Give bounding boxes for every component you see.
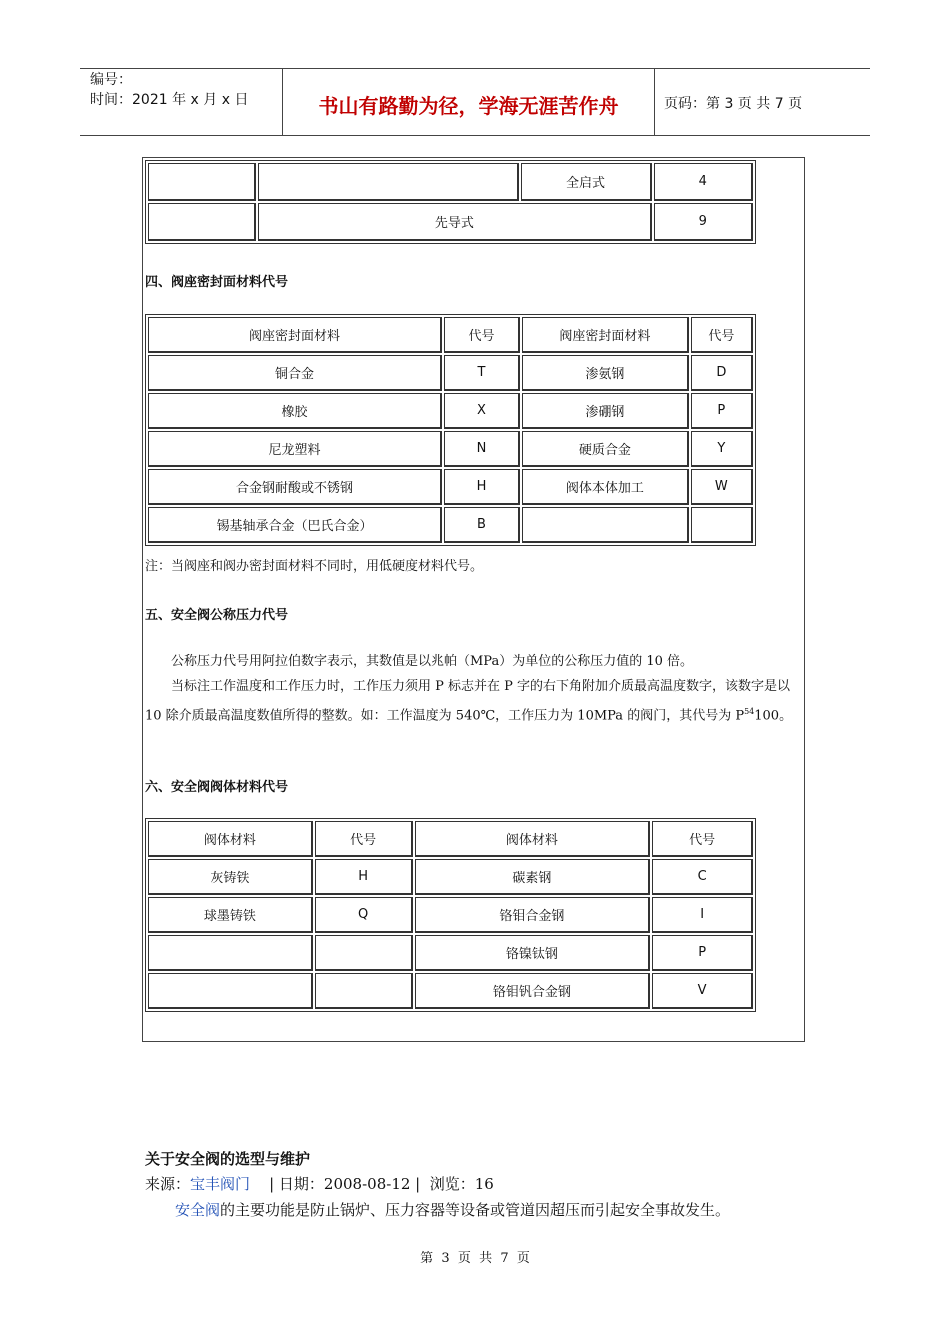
pressure-paragraph-2: 当标注工作温度和工作压力时，工作压力须用 P 标志并在 P 字的右下角附加介质最高温度数字，该数字是以 10 除介质最高温度数值所得的整数。如：工作温度为 540℃，工作压力为 10MPa 的阀门，其代号为 $P^{54}100$。 [145, 679, 793, 724]
header-divider [654, 68, 655, 135]
table-cell: P [691, 393, 753, 429]
time-label: 时间：2021 年 x 月 x 日 [90, 92, 249, 108]
table-row [148, 431, 753, 467]
table-cell [315, 973, 413, 1009]
table-header-row [148, 821, 753, 857]
column-header: 代号 [315, 821, 413, 857]
table-row [148, 897, 753, 933]
table-row [148, 355, 753, 391]
table-cell: 铬钼合金钢 [415, 897, 651, 933]
table-cell: 锡基轴承合金（巴氏合金） [148, 507, 442, 543]
table-cell: 碳素钢 [415, 859, 651, 895]
table-cell: I [652, 897, 753, 933]
table-cell: 铬镍钛钢 [415, 935, 651, 971]
table-cell: P [652, 935, 753, 971]
article-title: 关于安全阀的选型与维护 [145, 1150, 311, 1168]
section-title: 五、安全阀公称压力代号 [145, 608, 289, 623]
table-cell: 9 [654, 203, 753, 241]
article-body: 安全阀的主要功能是防止锅炉、压力容器等设备或管道因超压而引起安全事故发生。 [175, 1201, 731, 1219]
table-cell: 灰铸铁 [148, 859, 313, 895]
table-cell: D [691, 355, 753, 391]
keyword-link[interactable]: 安全阀 [175, 1201, 221, 1219]
seat-material-note: 注：当阀座和阀办密封面材料不同时，用低硬度材料代号。 [145, 559, 484, 574]
table-cell: 铜合金 [148, 355, 442, 391]
table-cell: 渗硼钢 [522, 393, 689, 429]
table-cell: T [444, 355, 520, 391]
table-row [148, 469, 753, 505]
table-cell [691, 507, 753, 543]
table-cell [522, 507, 689, 543]
table-cell: 铬钼钒合金钢 [415, 973, 651, 1009]
column-header: 代号 [444, 317, 520, 353]
table-cell: B [444, 507, 520, 543]
table-row [148, 973, 753, 1009]
article-meta: 来源：宝丰阀门 | 日期：2008-08-12 | 浏览：16 [145, 1175, 494, 1193]
column-header: 阀座密封面材料 [522, 317, 689, 353]
page-footer: 第 3 页 共 7 页 [420, 1251, 530, 1266]
column-header: 代号 [652, 821, 753, 857]
section-title: 四、阀座密封面材料代号 [145, 275, 289, 290]
table-header-row [148, 317, 753, 353]
body-material-table [145, 818, 756, 1012]
table-row [148, 393, 753, 429]
table-cell: V [652, 973, 753, 1009]
table-row [148, 203, 753, 241]
table-cell: 全启式 [521, 163, 652, 201]
valve-type-table-continued [145, 160, 756, 244]
table-cell: 阀体本体加工 [522, 469, 689, 505]
column-header: 阀座密封面材料 [148, 317, 442, 353]
table-cell: 合金钢耐酸或不锈钢 [148, 469, 442, 505]
table-cell: 硬质合金 [522, 431, 689, 467]
table-cell: 渗氨钢 [522, 355, 689, 391]
header-bottom-rule [80, 135, 870, 136]
table-cell: X [444, 393, 520, 429]
table-cell: N [444, 431, 520, 467]
table-cell [148, 973, 313, 1009]
pressure-paragraph-1: 公称压力代号用阿拉伯数字表示，其数值是以兆帕（MPa）为单位的公称压力值的 10 倍。 [171, 654, 694, 669]
table-row [148, 163, 753, 201]
seat-material-table [145, 314, 756, 546]
column-header: 阀体材料 [148, 821, 313, 857]
table-cell: 先导式 [258, 203, 651, 241]
header-page-label: 页码：第 3 页 共 7 页 [664, 96, 803, 112]
table-cell: H [444, 469, 520, 505]
header-motto: 书山有路勤为径，学海无涯苦作舟 [318, 94, 619, 118]
number-label: 编号： [90, 72, 132, 88]
section-title: 六、安全阀阀体材料代号 [145, 780, 289, 795]
table-cell: 尼龙塑料 [148, 431, 442, 467]
table-cell: Q [315, 897, 413, 933]
column-header: 阀体材料 [415, 821, 651, 857]
table-row [148, 935, 753, 971]
table-cell: 球墨铸铁 [148, 897, 313, 933]
table-cell [148, 935, 313, 971]
column-header: 代号 [691, 317, 753, 353]
header-left [90, 70, 248, 110]
source-link[interactable]: 宝丰阀门 [190, 1175, 251, 1193]
table-cell: Y [691, 431, 753, 467]
table-cell: H [315, 859, 413, 895]
table-row [148, 507, 753, 543]
header-top-rule [80, 68, 870, 69]
table-cell [315, 935, 413, 971]
table-row [148, 859, 753, 895]
table-cell: 橡胶 [148, 393, 442, 429]
table-cell: W [691, 469, 753, 505]
table-cell: 4 [654, 163, 753, 201]
table-cell: C [652, 859, 753, 895]
